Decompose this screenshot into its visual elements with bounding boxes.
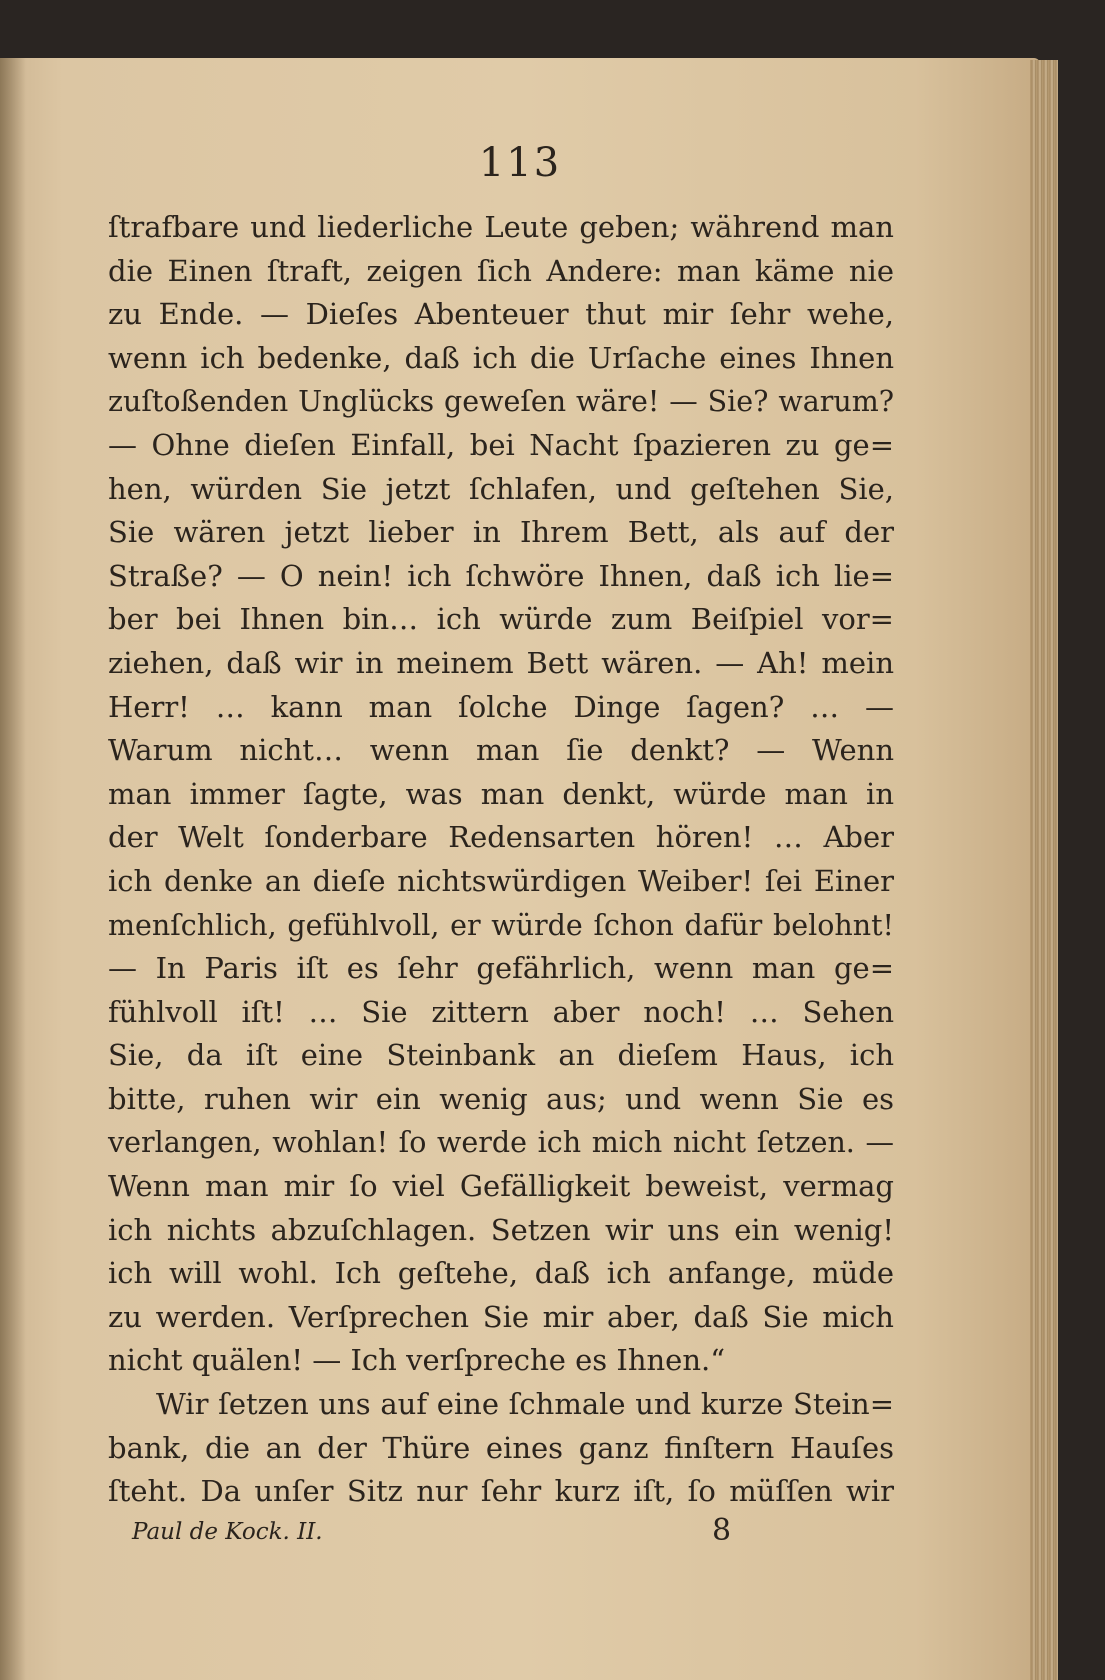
text-line: nicht quälen! — Ich verſpreche es Ihnen.“ <box>108 1343 726 1378</box>
text-line: ich nichts abzuſchlagen. Setzen wir uns ein wenig! <box>108 1212 894 1247</box>
text-line: Wenn man mir ſo viel Gefälligkeit beweist, vermag <box>108 1169 894 1204</box>
text-line: ich will wohl. Ich geſtehe, daß ich anfange, müde <box>108 1256 894 1291</box>
text-line: — Ohne dieſen Einfall, bei Nacht ſpazieren zu ge= <box>108 427 894 462</box>
text-line: bitte, ruhen wir ein wenig aus; und wenn Sie es <box>108 1081 894 1116</box>
text-line: zu Ende. — Dieſes Abenteuer thut mir ſehr wehe, <box>108 297 894 332</box>
text-line: ber bei Ihnen bin… ich würde zum Beiſpiel vor= <box>108 602 894 637</box>
text-line: Straße? — O nein! ich ſchwöre Ihnen, daß ich lie= <box>108 558 894 593</box>
text-line: bank, die an der Thüre eines ganz finſtern Hauſes <box>108 1430 894 1465</box>
text-line: Sie wären jetzt lieber in Ihrem Bett, als auf der <box>108 515 894 550</box>
text-line: ſteht. Da unſer Sitz nur ſehr kurz iſt, ſo müſſen wir <box>108 1474 894 1509</box>
text-line: Herr! … kann man ſolche Dinge ſagen? … — <box>108 689 894 724</box>
text-line: fühlvoll iſt! … Sie zittern aber noch! … Sehen <box>108 994 894 1029</box>
text-line: ich denke an dieſe nichtswürdigen Weiber! ſei Einer <box>108 863 894 898</box>
text-line: zu werden. Verſprechen Sie mir aber, daß Sie mich <box>108 1299 894 1334</box>
text-line: die Einen ſtraft, zeigen ſich Andere: man käme nie <box>108 253 894 288</box>
spine-shadow <box>0 58 26 1680</box>
text-line: ziehen, daß wir in meinem Bett wären. — Ah! mein <box>108 645 894 680</box>
text-line: menſchlich, gefühlvoll, er würde ſchon dafür belohnt! <box>108 908 894 942</box>
page-number: 113 <box>478 140 562 186</box>
footer-author: Paul de Kock. II. <box>132 1519 323 1545</box>
text-line: wenn ich bedenke, daß ich die Urſache eines Ihnen <box>108 340 894 375</box>
text-line: zuſtoßenden Unglücks geweſen wäre! — Sie? warum? <box>108 385 894 419</box>
text-line: Warum nicht… wenn man ſie denkt? — Wenn <box>108 733 894 768</box>
text-line: man immer ſagte, was man denkt, würde man in <box>108 776 894 811</box>
signature-mark: 8 <box>712 1513 732 1548</box>
body-text <box>108 206 894 1514</box>
text-line: verlangen, wohlan! ſo werde ich mich nicht ſetzen. — <box>108 1126 894 1160</box>
text-line: hen, würden Sie jetzt ſchlafen, und geſtehen Sie, <box>108 471 894 506</box>
text-line: Sie, da iſt eine Steinbank an dieſem Haus, ich <box>108 1038 894 1073</box>
text-line: — In Paris iſt es ſehr gefährlich, wenn man ge= <box>108 951 894 986</box>
text-line-paragraph-start: Wir ſetzen uns auf eine ſchmale und kurze Stein= <box>156 1387 894 1422</box>
text-line: der Welt ſonderbare Redensarten hören! … Aber <box>108 820 894 855</box>
text-line: ſtrafbare und liederliche Leute geben; während man <box>108 210 894 244</box>
page-edges <box>1030 60 1058 1680</box>
